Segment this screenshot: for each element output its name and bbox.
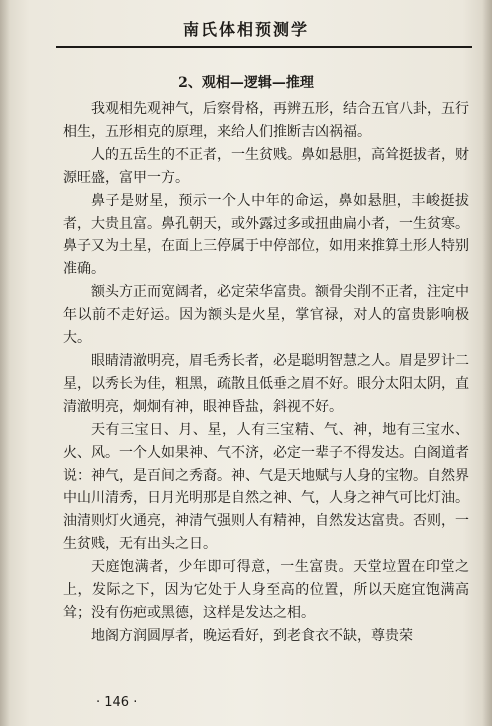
paragraph: 天有三宝日、月、星，人有三宝精、气、神，地有三宝水、火、风。一个人如果神、气不济，必定一辈子不得发达。白阁道者说：神气，是百间之秀裔。神、气是天地赋与人身的宝物。自然界中山川清秀，日月光明那是自然之神、气，人身之神气可比灯油。油清则灯火通亮，神清气强则人有精神，自然发达富贵。否则，一生贫贱，无有出头之日。	[63, 421, 469, 553]
body-text	[63, 98, 469, 648]
page-number: · 146 ·	[96, 695, 138, 710]
header-rule	[56, 46, 472, 48]
paragraph: 鼻子是财星，预示一个人中年的命运，鼻如悬胆，丰峻挺拔者，大贵且富。鼻孔朝天，或外露过多或扭曲扁小者，一生贫寒。鼻子又为土星，在面上三停属于中停部位，如用来推算土形人特别准确。	[63, 192, 469, 278]
paragraph: 我观相先观神气，后察骨格，再辨五形，结合五官八卦，五行相生，五形相克的原理，来给人们推断吉凶祸福。	[63, 101, 469, 140]
page-edge-left	[0, 0, 10, 726]
paragraph: 人的五岳生的不正者，一生贫贱。鼻如悬胆，高耸挺拔者，财源旺盛，富甲一方。	[63, 146, 469, 186]
page-edge-right	[482, 0, 492, 726]
paragraph: 天庭饱满者，少年即可得意，一生富贵。天堂垃置在印堂之上，发际之下，因为它处于人身至高的位置，所以天庭宜饱满高耸；没有伤疤或黑德，这样是发达之相。	[63, 559, 469, 621]
paragraph: 额头方正而宽阔者，必定荣华富贵。额骨尖削不正者，注定中年以前不走好运。因为额头是火星，掌官禄，对人的富贵影响极大。	[63, 284, 469, 347]
section-title: 2、观相—逻辑—推理	[178, 75, 314, 91]
paragraph: 地阁方润圆厚者，晚运看好，到老食衣不缺，尊贵荣	[91, 627, 413, 644]
running-title: 南氏体相预测学	[182, 20, 309, 39]
paragraph: 眼睛清澈明亮，眉毛秀长者，必是聪明智慧之人。眉是罗计二星，以秀长为佳，粗黑，疏散且低垂之眉不好。眼分太阳太阴，直清澈明亮，炯炯有神，眼神昏盐，斜视不好。	[63, 352, 469, 415]
